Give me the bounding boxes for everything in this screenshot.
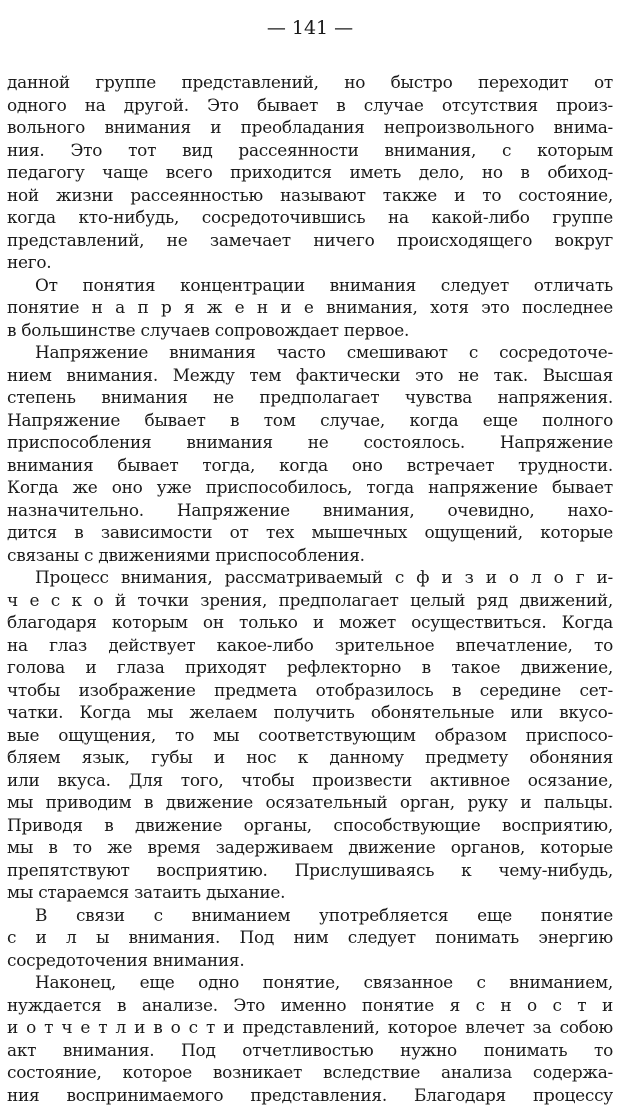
text-line: мы приводим в движение осязательный орган, руку и пальцы. xyxy=(7,791,613,814)
text-line: представлений, не замечает ничего происходящего вокруг xyxy=(7,229,613,252)
text-line: благодаря которым он только и может осуществиться. Когда xyxy=(7,611,613,634)
text-line: Приводя в движение органы, способствующие восприятию, xyxy=(7,814,613,837)
text-line: Когда же оно уже приспособилось, тогда напряжение бывает xyxy=(7,476,613,499)
text-line: Напряжение бывает в том случае, когда еще полного xyxy=(7,409,613,432)
text-line: ния. Это тот вид рассеянности внимания, с которым xyxy=(7,139,613,162)
text-line: Процесс внимания, рассматриваемый с ф и з и о л о г и- xyxy=(7,566,613,589)
text-line: Напряжение внимания часто смешивают с сосредоточе- xyxy=(7,341,613,364)
text-line: одного на другой. Это бывает в случае отсутствия произ- xyxy=(7,94,613,117)
text-line: нием внимания. Между тем фактически это не так. Высшая xyxy=(7,364,613,387)
text-line: ния воспринимаемого представления. Благодаря процессу xyxy=(7,1084,613,1106)
text-line: нуждается в анализе. Это именно понятие я с н о с т и xyxy=(7,994,613,1017)
text-line: состояние, которое возникает вследствие анализа содержа- xyxy=(7,1061,613,1084)
text-line: связаны с движениями приспособления. xyxy=(7,544,613,567)
text-line: приспособления внимания не состоялось. Напряжение xyxy=(7,431,613,454)
text-line: голова и глаза приходят рефлекторно в такое движение, xyxy=(7,656,613,679)
text-line: дится в зависимости от тех мышечных ощущений, которые xyxy=(7,521,613,544)
text-line: и о т ч е т л и в о с т и представлений, которое влечет за собою xyxy=(7,1016,613,1039)
text-line: мы в то же время задерживаем движение органов, которые xyxy=(7,836,613,859)
text-line: От понятия концентрации внимания следует отличать xyxy=(7,274,613,297)
text-line: Наконец, еще одно понятие, связанное с вниманием, xyxy=(7,971,613,994)
page-number: — 141 — xyxy=(0,16,620,40)
text-line: акт внимания. Под отчетливостью нужно понимать то xyxy=(7,1039,613,1062)
text-line: вольного внимания и преобладания непроизвольного внима- xyxy=(7,116,613,139)
text-line: в большинстве случаев сопровождает первое. xyxy=(7,319,613,342)
text-line: понятие н а п р я ж е н и е внимания, хотя это последнее xyxy=(7,296,613,319)
text-line: препятствуют восприятию. Прислушиваясь к чему-нибудь, xyxy=(7,859,613,882)
text-line: мы стараемся затаить дыхание. xyxy=(7,881,613,904)
text-line: чтобы изображение предмета отобразилось в середине сет- xyxy=(7,679,613,702)
body-text xyxy=(7,71,613,1106)
text-line: когда кто-нибудь, сосредоточившись на какой-либо группе xyxy=(7,206,613,229)
text-line: на глаз действует какое-либо зрительное впечатление, то xyxy=(7,634,613,657)
text-line: данной группе представлений, но быстро переходит от xyxy=(7,71,613,94)
text-line: бляем язык, губы и нос к данному предмету обоняния xyxy=(7,746,613,769)
text-line: с и л ы внимания. Под ним следует понимать энергию xyxy=(7,926,613,949)
text-line: внимания бывает тогда, когда оно встречает трудности. xyxy=(7,454,613,477)
text-line: него. xyxy=(7,251,613,274)
text-line: сосредоточения внимания. xyxy=(7,949,613,972)
text-line: ч е с к о й точки зрения, предполагает целый ряд движений, xyxy=(7,589,613,612)
text-line: чатки. Когда мы желаем получить обонятельные или вкусо- xyxy=(7,701,613,724)
text-line: или вкуса. Для того, чтобы произвести активное осязание, xyxy=(7,769,613,792)
text-line: назначительно. Напряжение внимания, очевидно, нахо- xyxy=(7,499,613,522)
text-line: степень внимания не предполагает чувства напряжения. xyxy=(7,386,613,409)
text-line: педагогу чаще всего приходится иметь дело, но в обиход- xyxy=(7,161,613,184)
text-line: вые ощущения, то мы соответствующим образом приспосо- xyxy=(7,724,613,747)
text-line: ной жизни рассеянностью называют также и то состояние, xyxy=(7,184,613,207)
text-line: В связи с вниманием употребляется еще понятие xyxy=(7,904,613,927)
